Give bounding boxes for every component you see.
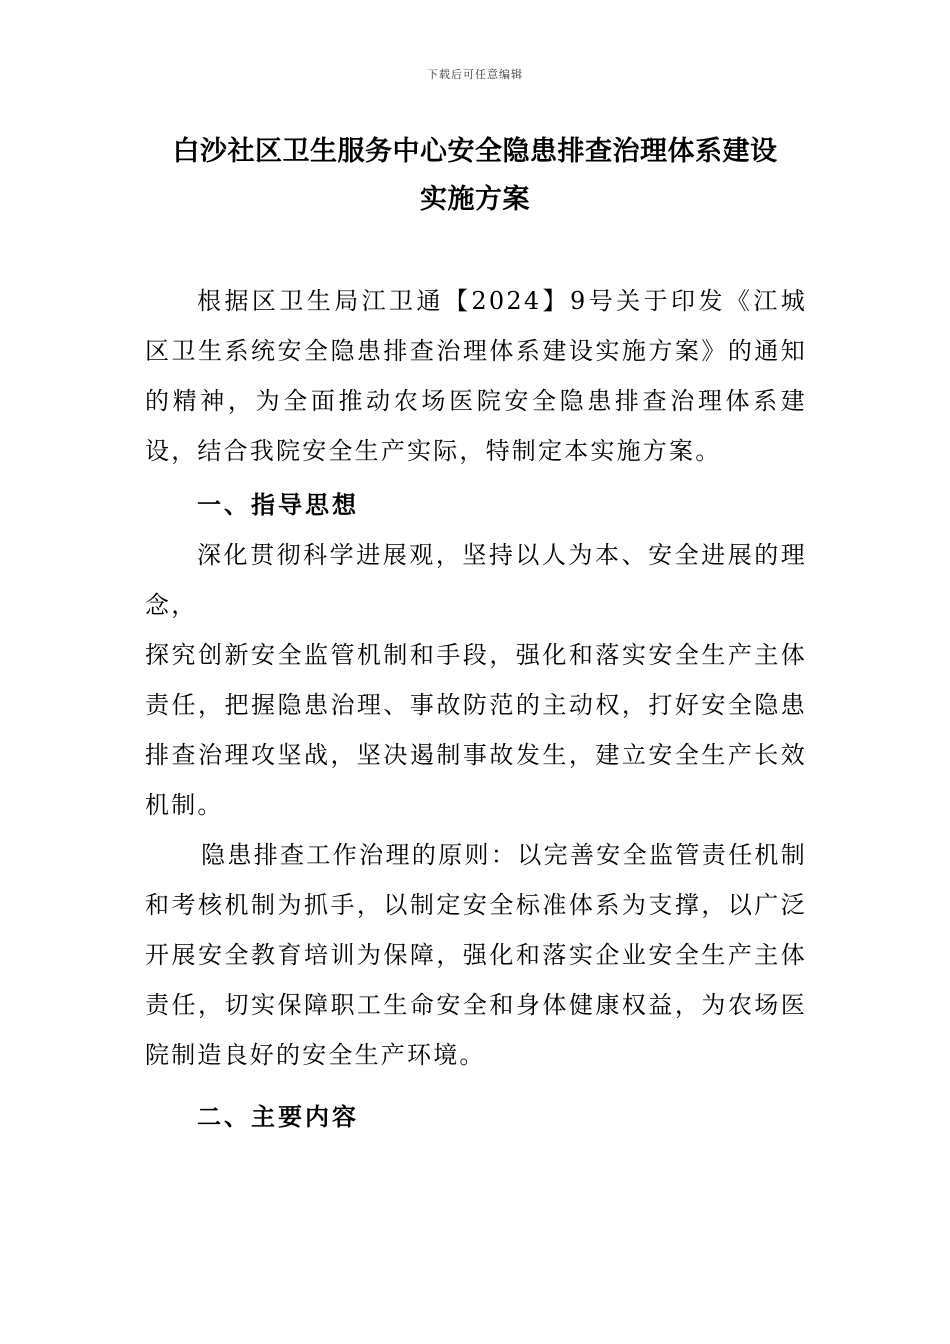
- document-title: [145, 128, 805, 224]
- section-heading-guiding-ideology: 一、指导思想: [197, 491, 359, 519]
- guiding-ideology-paragraph-1: 深化贯彻科学进展观，坚持以人为本、安全进展的理念，: [145, 541, 807, 619]
- title-line-1: 白沙社区卫生服务中心安全隐患排查治理体系建设: [172, 136, 778, 167]
- guiding-ideology-paragraph-2: 探究创新安全监管机制和手段，强化和落实安全生产主体责任，把握隐患治理、事故防范的主动权，打好安全隐患排查治理攻坚战，坚决遏制事故发生，建立安全生产长效机制。: [145, 641, 807, 819]
- principles-paragraph: 隐患排查工作治理的原则：以完善安全监管责任机制和考核机制为抓手，以制定安全标准体系为支撑，以广泛开展安全教育培训为保障，强化和落实企业安全生产主体责任，切实保障职工生命安全和身体健康权益，为农场医院制造良好的安全生产环境。: [145, 841, 807, 1069]
- title-line-2: 实施方案: [420, 184, 530, 215]
- header-note: 下载后可任意编辑: [427, 68, 523, 81]
- document-body: [145, 276, 807, 1142]
- section-heading-main-content: 二、主要内容: [197, 1103, 359, 1131]
- intro-paragraph: 根据区卫生局江卫通【2024】9号关于印发《江城区卫生系统安全隐患排查治理体系建设实施方案》的通知的精神，为全面推动农场医院安全隐患排查治理体系建设，结合我院安全生产实际，特制定本实施方案。: [145, 287, 807, 465]
